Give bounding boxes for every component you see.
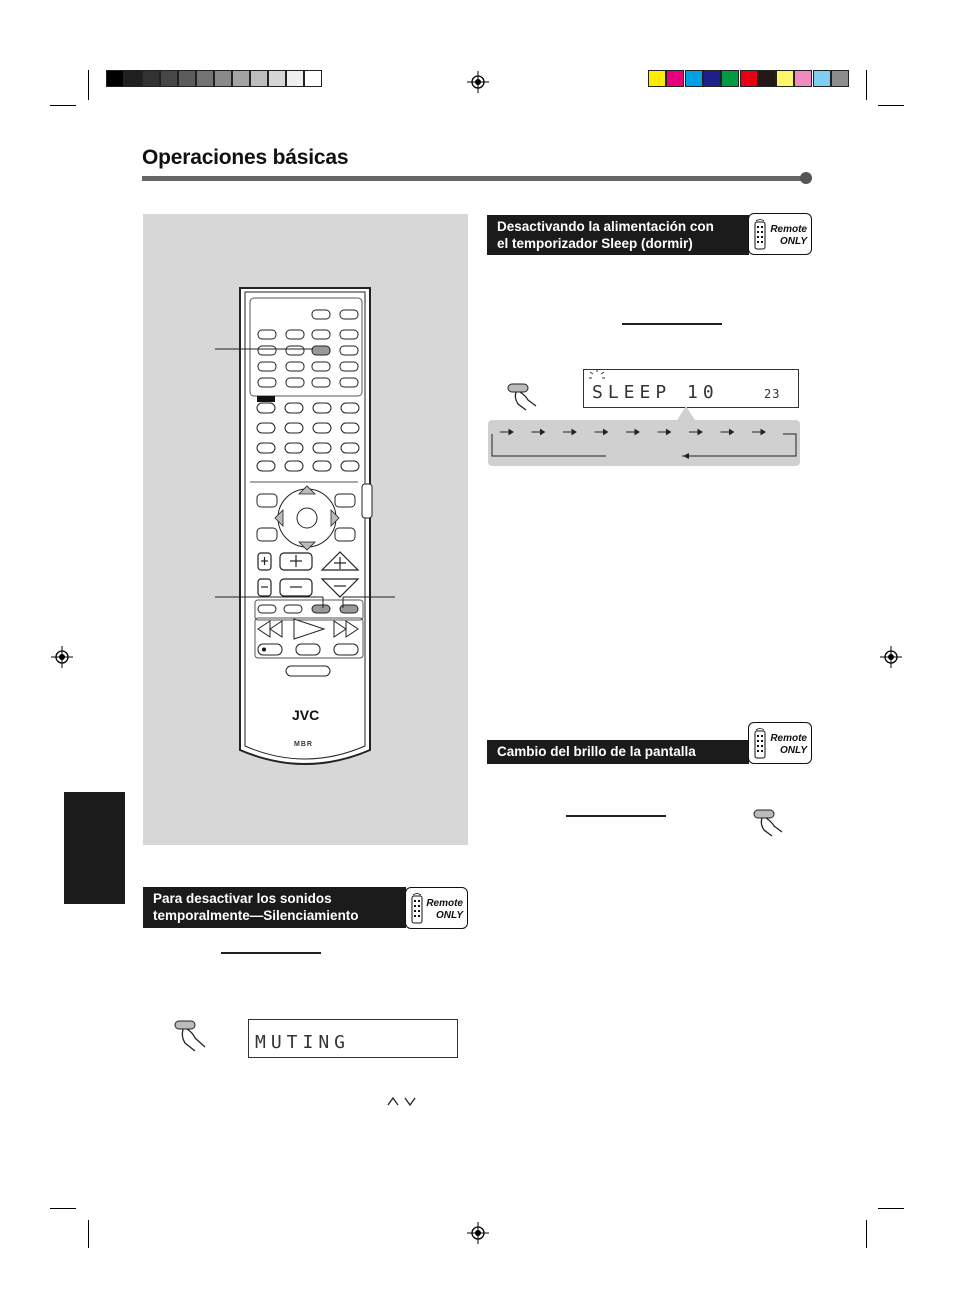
sleep-sequence-arrows <box>488 420 800 466</box>
sequence-arrowhead <box>698 430 702 435</box>
color-swatch <box>721 70 739 87</box>
crop-mark <box>88 70 89 100</box>
callout-lines <box>143 214 468 845</box>
crop-mark <box>878 1208 904 1209</box>
registration-mark-icon <box>467 1222 489 1244</box>
color-swatch <box>648 70 666 87</box>
registration-mark-icon <box>467 71 489 93</box>
sequence-arrowhead <box>572 430 576 435</box>
gray-swatch <box>250 70 268 87</box>
muting-title-line1: Para desactivar los sonidos <box>153 891 332 906</box>
muting-lcd-text: MUTING <box>255 1032 351 1053</box>
color-swatch <box>758 70 776 87</box>
gray-swatch <box>214 70 232 87</box>
gray-swatch <box>124 70 142 87</box>
page-title: Operaciones básicas <box>142 146 349 169</box>
title-rule-endpoint <box>800 172 812 184</box>
crop-mark <box>50 1208 76 1209</box>
registration-mark-icon <box>880 646 902 668</box>
underline-button-name <box>622 323 722 325</box>
volume-up-down-icon <box>386 1095 418 1107</box>
sleep-title-line2: el temporizador Sleep (dormir) <box>497 236 693 251</box>
sleep-lcd-display <box>583 369 799 408</box>
language-side-tab <box>64 792 125 904</box>
color-swatch <box>666 70 684 87</box>
registration-mark-icon <box>51 646 73 668</box>
remote-small-logo: MBR <box>294 741 313 748</box>
finger-press-icon <box>506 382 540 412</box>
sequence-arrowhead <box>509 430 513 435</box>
sleep-lcd-text: SLEEP 10 <box>592 382 719 403</box>
sequence-arrowhead <box>635 430 639 435</box>
finger-press-icon <box>752 808 786 838</box>
gray-swatch <box>196 70 214 87</box>
color-swatch <box>685 70 703 87</box>
crop-mark <box>878 105 904 106</box>
sequence-arrowhead <box>667 430 671 435</box>
section-header-sleep <box>487 215 749 255</box>
crop-mark <box>88 1220 89 1248</box>
underline-button-name <box>221 952 321 954</box>
remote-icon <box>754 219 766 250</box>
gray-swatch <box>232 70 250 87</box>
gray-swatch <box>304 70 322 87</box>
color-swatch <box>703 70 721 87</box>
sequence-arrowhead <box>541 430 545 435</box>
remote-only-badge: Remote ONLY <box>405 887 468 929</box>
color-swatch <box>776 70 794 87</box>
gray-swatch <box>142 70 160 87</box>
sequence-arrowhead <box>730 430 734 435</box>
sequence-arrowhead <box>604 430 608 435</box>
gray-swatch <box>160 70 178 87</box>
sequence-arrowhead <box>761 430 765 435</box>
underline-button-name <box>566 815 666 817</box>
title-rule <box>142 176 806 181</box>
crop-mark <box>866 1220 867 1248</box>
remote-only-badge: Remote ONLY <box>748 213 812 255</box>
color-swatch <box>831 70 849 87</box>
remote-icon <box>754 728 766 759</box>
gray-swatch <box>268 70 286 87</box>
gray-swatch <box>106 70 124 87</box>
sleep-title-line1: Desactivando la alimentación con <box>497 219 714 234</box>
gray-swatch <box>286 70 304 87</box>
blink-indicator-icon <box>587 368 607 382</box>
section-header-muting <box>143 887 406 928</box>
sleep-lcd-small: 23 <box>764 387 781 401</box>
muting-title-line2: temporalmente—Silenciamiento <box>153 908 359 923</box>
section-header-dimmer <box>487 740 749 764</box>
dimmer-title: Cambio del brillo de la pantalla <box>497 744 696 759</box>
crop-mark <box>50 105 76 106</box>
color-swatch <box>794 70 812 87</box>
finger-press-icon <box>173 1019 207 1053</box>
color-swatch <box>740 70 758 87</box>
gray-swatch <box>178 70 196 87</box>
muting-lcd-display <box>248 1019 458 1058</box>
color-swatch <box>813 70 831 87</box>
crop-mark <box>866 70 867 100</box>
remote-brand-logo: JVC <box>292 707 320 723</box>
remote-icon <box>411 893 423 924</box>
remote-only-badge: Remote ONLY <box>748 722 812 764</box>
